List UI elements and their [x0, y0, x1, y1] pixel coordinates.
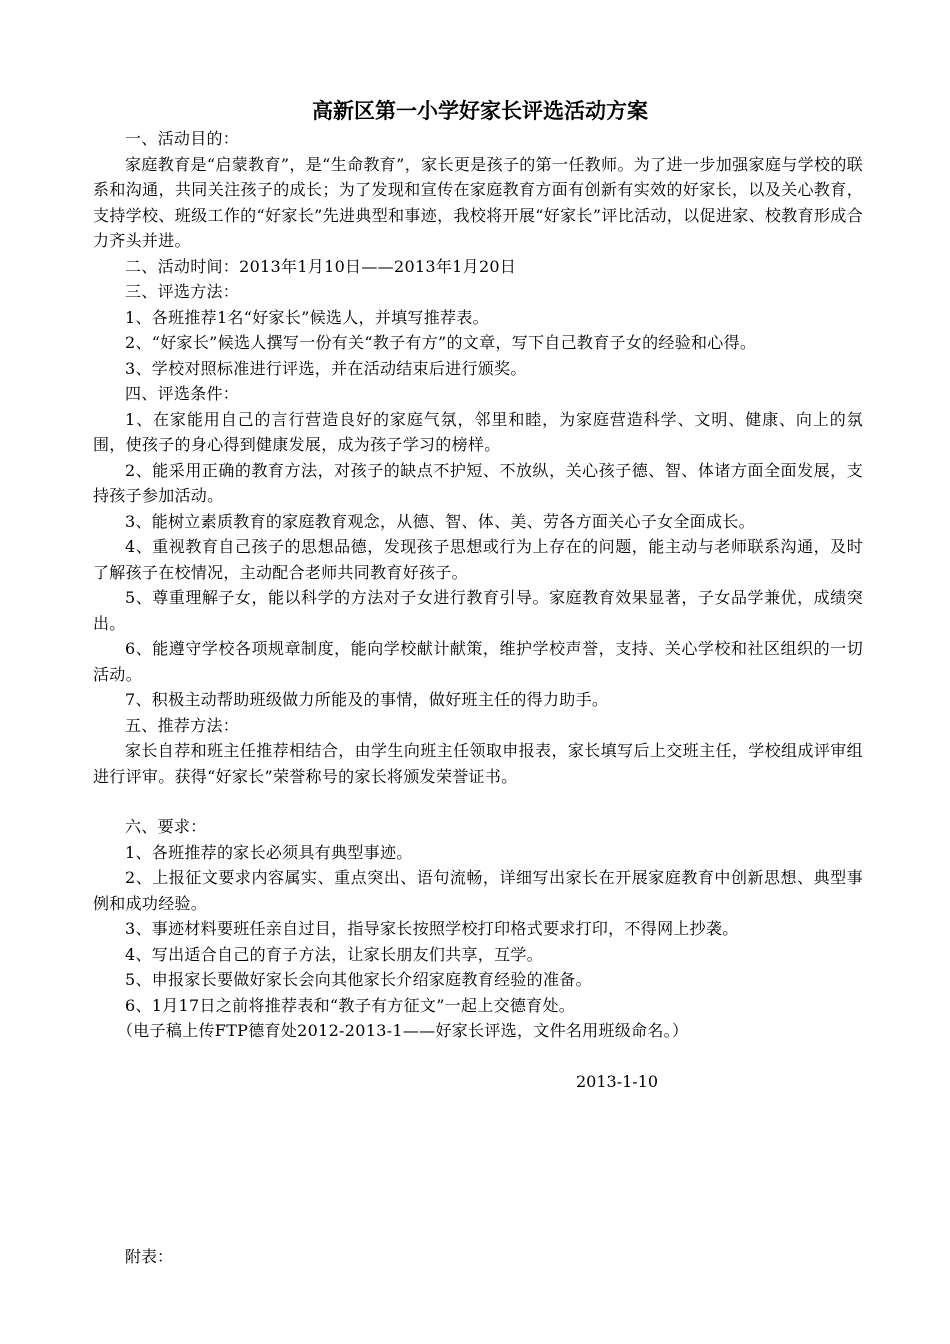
spacer [93, 789, 863, 814]
requirement-item: 6、1月17日之前将推荐表和“教子有方征文”一起上交德育处。 [125, 995, 576, 1015]
method-item: 3、学校对照标准进行评选，并在活动结束后进行颁奖。 [125, 358, 527, 378]
requirement-item: 4、写出适合自己的育子方法，让家长朋友们共享，互学。 [125, 944, 543, 964]
method-item: 1、各班推荐1名“好家长”候选人，并填写推荐表。 [125, 307, 489, 327]
document-title: 高新区第一小学好家长评选活动方案 [312, 99, 648, 123]
requirement-item: 3、事迹材料要班任亲自过目，指导家长按照学校打印格式要求打印，不得网上抄袭。 [125, 919, 739, 938]
criteria-heading: 四、评选条件： [125, 384, 240, 403]
spacer [93, 1094, 863, 1244]
method-item: 2、“好家长”候选人撰写一份有关“教子有方”的文章，写下自己教育子女的经验和心得。 [125, 333, 757, 352]
criteria-item: 2、能采用正确的教育方法，对孩子的缺点不护短、不放纵，关心孩子德、智、体诸方面全面发展，支持孩子参加活动。 [93, 460, 863, 505]
criteria-item: 7、积极主动帮助班级做力所能及的事情，做好班主任的得力助手。 [125, 690, 609, 709]
purpose-heading: 一、活动目的： [125, 129, 240, 148]
upload-note: （电子稿上传FTP德育处2012-2013-1——好家长评选，文件名用班级命名。） [117, 1021, 689, 1040]
appendix-label: 附表： [125, 1246, 174, 1266]
purpose-text: 家庭教育是“启蒙教育”，是“生命教育”，家长更是孩子的第一任教师。为了进一步加强家庭与学校的联系和沟通，共同关注孩子的成长；为了发现和宣传在家庭教育方面有创新有实效的好家长，以及关心教育，支持学校、班级工作的“好家长”先进典型和事迹，我校将开展“好家长”评比活动，以促进家、校教育形成合力齐头并进。 [93, 154, 863, 250]
method-heading: 三、评选方法： [125, 282, 240, 301]
requirements-heading: 六、要求： [125, 817, 207, 836]
recommend-text: 家长自荐和班主任推荐相结合，由学生向班主任领取申报表，家长填写后上交班主任，学校组成评审组进行评审。获得“好家长”荣誉称号的家长将颁发荣誉证书。 [93, 741, 863, 786]
criteria-item: 5、尊重理解子女，能以科学的方法对子女进行教育引导。家庭教育效果显著，子女品学兼优，成绩突出。 [93, 588, 863, 633]
document-date: 2013-1-10 [576, 1071, 659, 1091]
document-page [93, 96, 863, 1269]
spacer [93, 1044, 863, 1069]
criteria-item: 4、重视教育自己孩子的思想品德，发现孩子思想或行为上存在的问题，能主动与老师联系沟通，及时了解孩子在校情况，主动配合老师共同教育好孩子。 [93, 537, 863, 582]
criteria-item: 3、能树立素质教育的家庭教育观念，从德、智、体、美、劳各方面关心子女全面成长。 [125, 511, 755, 531]
requirement-item: 2、上报征文要求内容属实、重点突出、语句流畅，详细写出家长在开展家庭教育中创新思想、典型事例和成功经验。 [93, 868, 863, 913]
requirement-item: 5、申报家长要做好家长会向其他家长介绍家庭教育经验的准备。 [125, 970, 592, 989]
criteria-item: 1、在家能用自己的言行营造良好的家庭气氛，邻里和睦，为家庭营造科学、文明、健康、向上的氛围，使孩子的身心得到健康发展，成为孩子学习的榜样。 [93, 409, 863, 454]
activity-time: 二、活动时间：2013年1月10日——2013年1月20日 [125, 256, 517, 276]
recommend-heading: 五、推荐方法： [125, 715, 240, 735]
requirement-item: 1、各班推荐的家长必须具有典型事迹。 [125, 842, 413, 862]
criteria-item: 6、能遵守学校各项规章制度，能向学校献计献策，维护学校声誉，支持、关心学校和社区组织的一切活动。 [93, 639, 863, 684]
